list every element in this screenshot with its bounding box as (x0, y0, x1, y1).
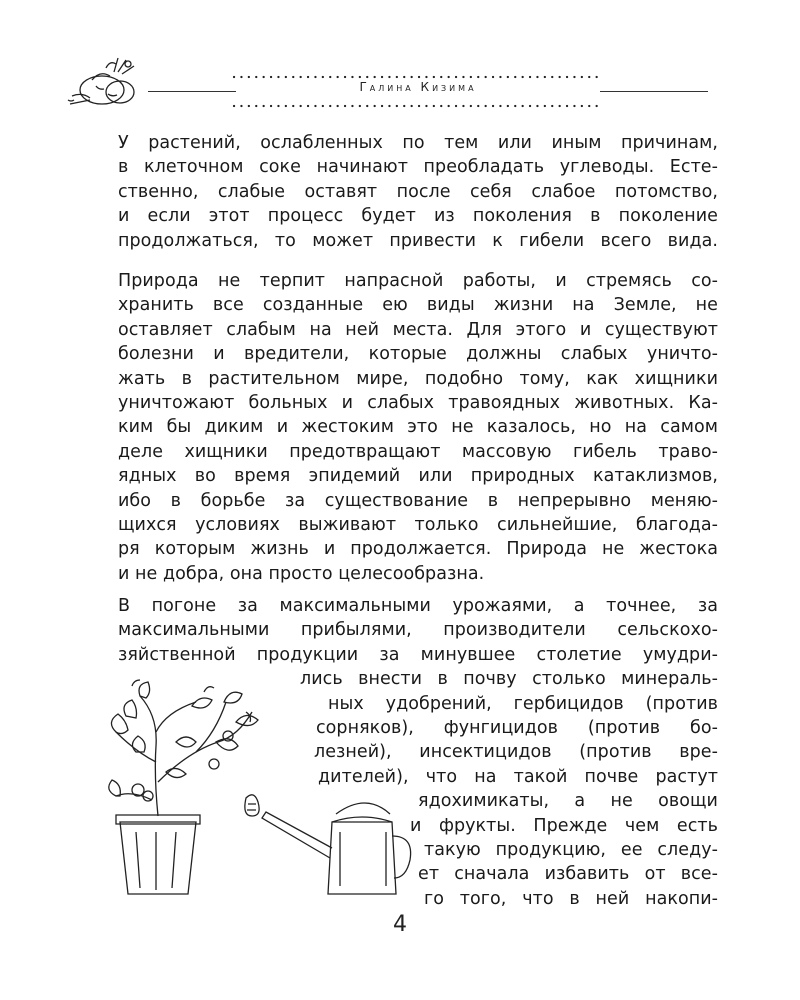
text-line: ет сначала избавить от все- (418, 864, 718, 885)
text-line: ядных во время эпидемий или природных катаклизмов, (118, 466, 718, 487)
text-line: ря которым жизнь и продолжается. Природа не жестока (118, 539, 718, 560)
text-line: хранить все созданные ею виды жизни на Земле, не (118, 295, 718, 316)
text-line: ных удобрений, гербицидов (против (328, 693, 718, 714)
text-line: болезни и вредители, которые должны слабых уничто- (118, 344, 718, 365)
potted-tomato-plant-icon (109, 680, 258, 894)
text-line: уничтожают больных и слабых травоядных животных. Ка- (118, 393, 718, 414)
text-line: щихся условиях выживают только сильнейшие, благода- (118, 515, 718, 536)
header-dots-bottom (232, 104, 604, 108)
header-rule-left (148, 91, 236, 92)
text-line: максимальными прибылями, производители сельскохо- (118, 620, 718, 641)
header-rule-right (600, 91, 708, 92)
header-dots-top (232, 75, 604, 79)
text-line: В погоне за максимальными урожаями, а точнее, за (118, 596, 718, 616)
text-line: и не добра, она просто целесообразна. (118, 563, 485, 584)
text-line: ственно, слабые оставят после себя слабое потомство, (118, 181, 718, 202)
text-line: сорняков), фунгицидов (против бо- (316, 718, 718, 739)
paragraph-2 (118, 269, 718, 586)
text-line: го того, что в ней накопи- (424, 888, 718, 909)
header-author: Галина Кизима (359, 80, 477, 94)
text-line: и фрукты. Прежде чем есть (410, 815, 718, 836)
text-line: ким бы диким и жестоким это не казалось, но на самом (118, 417, 718, 438)
text-line: У растений, ослабленных по тем или иным причинам, (118, 133, 718, 153)
text-line: лись внести в почву столько минераль- (300, 669, 718, 690)
page-header (0, 0, 800, 130)
text-line: деле хищники предотвращают массовую гибель траво- (118, 441, 718, 462)
watering-can-icon (245, 795, 411, 894)
text-line: продолжаться, то может привести к гибели всего вида. (118, 230, 718, 251)
text-line: лезней), инсектицидов (против вре- (314, 742, 718, 763)
text-line: дителей), что на такой почве растут (318, 766, 718, 787)
text-line: зяйственной продукции за минувшее столетие умудри- (118, 644, 718, 665)
text-line: ядохимикаты, а не овощи (418, 791, 718, 812)
text-line: ибо в борьбе за существование в непрерывно меняю- (118, 490, 718, 511)
text-line: такую продукцию, ее следу- (424, 840, 718, 861)
text-line: в клеточном соке начинают преобладать углеводы. Есте- (118, 157, 718, 178)
page-number: 4 (393, 912, 407, 937)
text-line: оставляет слабым на ней места. Для этого и существуют (118, 319, 718, 340)
text-line: Природа не терпит напрасной работы, и стремясь со- (118, 271, 718, 291)
text-line: жать в растительном мире, подобно тому, как хищники (118, 368, 718, 389)
garden-vegetables-icon (62, 50, 147, 112)
paragraph-1 (118, 131, 718, 253)
text-line: и если этот процесс будет из поколения в поколение (118, 206, 718, 227)
plant-illustration (96, 672, 416, 904)
